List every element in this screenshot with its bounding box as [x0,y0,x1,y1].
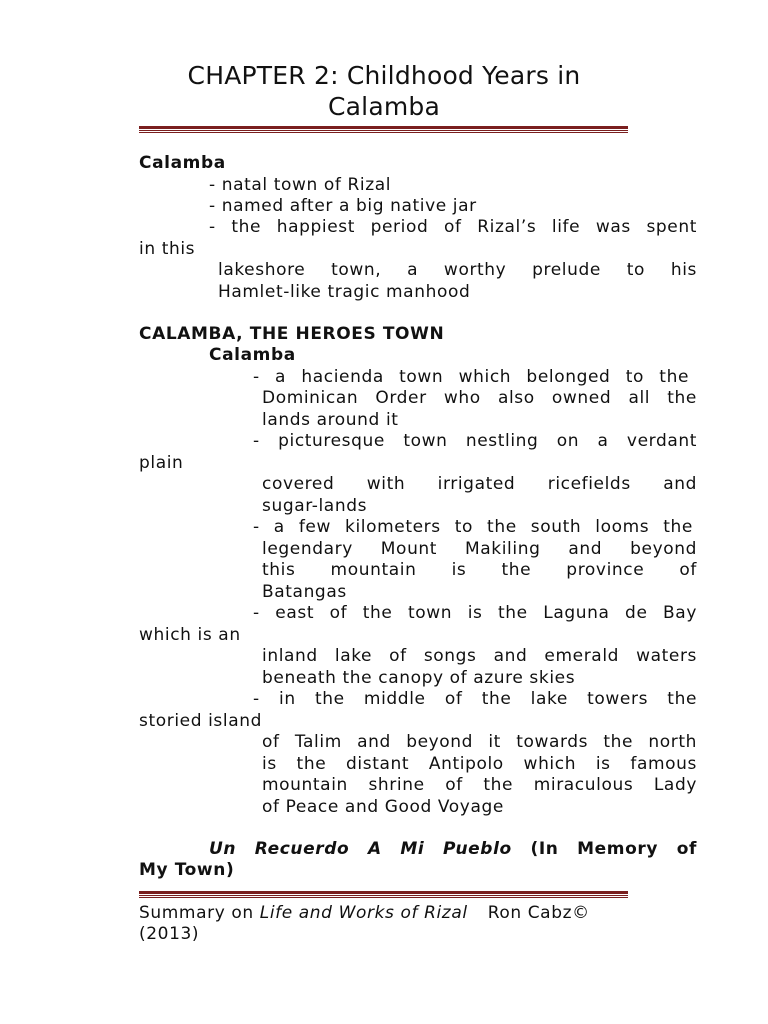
poem-title-line-2: My Town) [139,860,235,880]
text-line: in this [139,239,196,259]
footer-divider [139,891,628,898]
text-line: is the distant Antipolo which is famous [262,754,697,774]
footer-author: Ron Cabz© [487,903,590,923]
text-line: inland lake of songs and emerald waters [262,646,697,666]
text-line: lakeshore town, a worthy prelude to his [218,260,697,280]
text-line: - natal town of Rizal [209,175,392,195]
text-line: - the happiest period of Rizal’s life was spent [209,217,697,237]
text-line: - a hacienda town which belonged to the [253,367,689,387]
text-line: Dominican Order who also owned all the [262,388,697,408]
text-line: Hamlet-like tragic manhood [218,282,471,302]
subheading-calamba: Calamba [209,345,296,365]
text-line: - named after a big native jar [209,196,477,216]
text-line: plain [139,453,184,473]
text-line: - east of the town is the Laguna de Bay [253,603,697,623]
section-heading-calamba: Calamba [139,153,226,173]
text-line: of Talim and beyond it towards the north [262,732,697,752]
poem-title-translation: (In Memory of [530,839,697,859]
footer-line-1 [139,903,590,924]
text-line: of Peace and Good Voyage [262,797,504,817]
text-line: Batangas [262,582,347,602]
text-line: covered with irrigated ricefields and [262,474,697,494]
text-line: - a few kilometers to the south looms the [253,517,693,537]
chapter-title [120,60,648,122]
text-line: mountain shrine of the miraculous Lady [262,775,697,795]
title-divider [139,126,628,133]
poem-title-line-1 [209,839,697,860]
text-line: beneath the canopy of azure skies [262,668,576,688]
footer-prefix: Summary on [139,903,260,923]
footer-book-title: Life and Works of Rizal [259,903,468,923]
text-line: this mountain is the province of [262,560,697,580]
text-line: storied island [139,711,262,731]
text-line: which is an [139,625,241,645]
chapter-title-line-1: CHAPTER 2: Childhood Years in [187,61,581,90]
poem-title-italic: Un Recuerdo A Mi Pueblo [209,839,512,859]
text-line: sugar-lands [262,496,368,516]
footer-year: (2013) [139,924,200,944]
text-line: lands around it [262,410,399,430]
text-line: - in the middle of the lake towers the [253,689,697,709]
text-line: - picturesque town nestling on a verdant [253,431,697,451]
text-line: legendary Mount Makiling and beyond [262,539,697,559]
section-heading-heroes-town: CALAMBA, THE HEROES TOWN [139,324,445,344]
chapter-title-line-2: Calamba [328,92,440,121]
